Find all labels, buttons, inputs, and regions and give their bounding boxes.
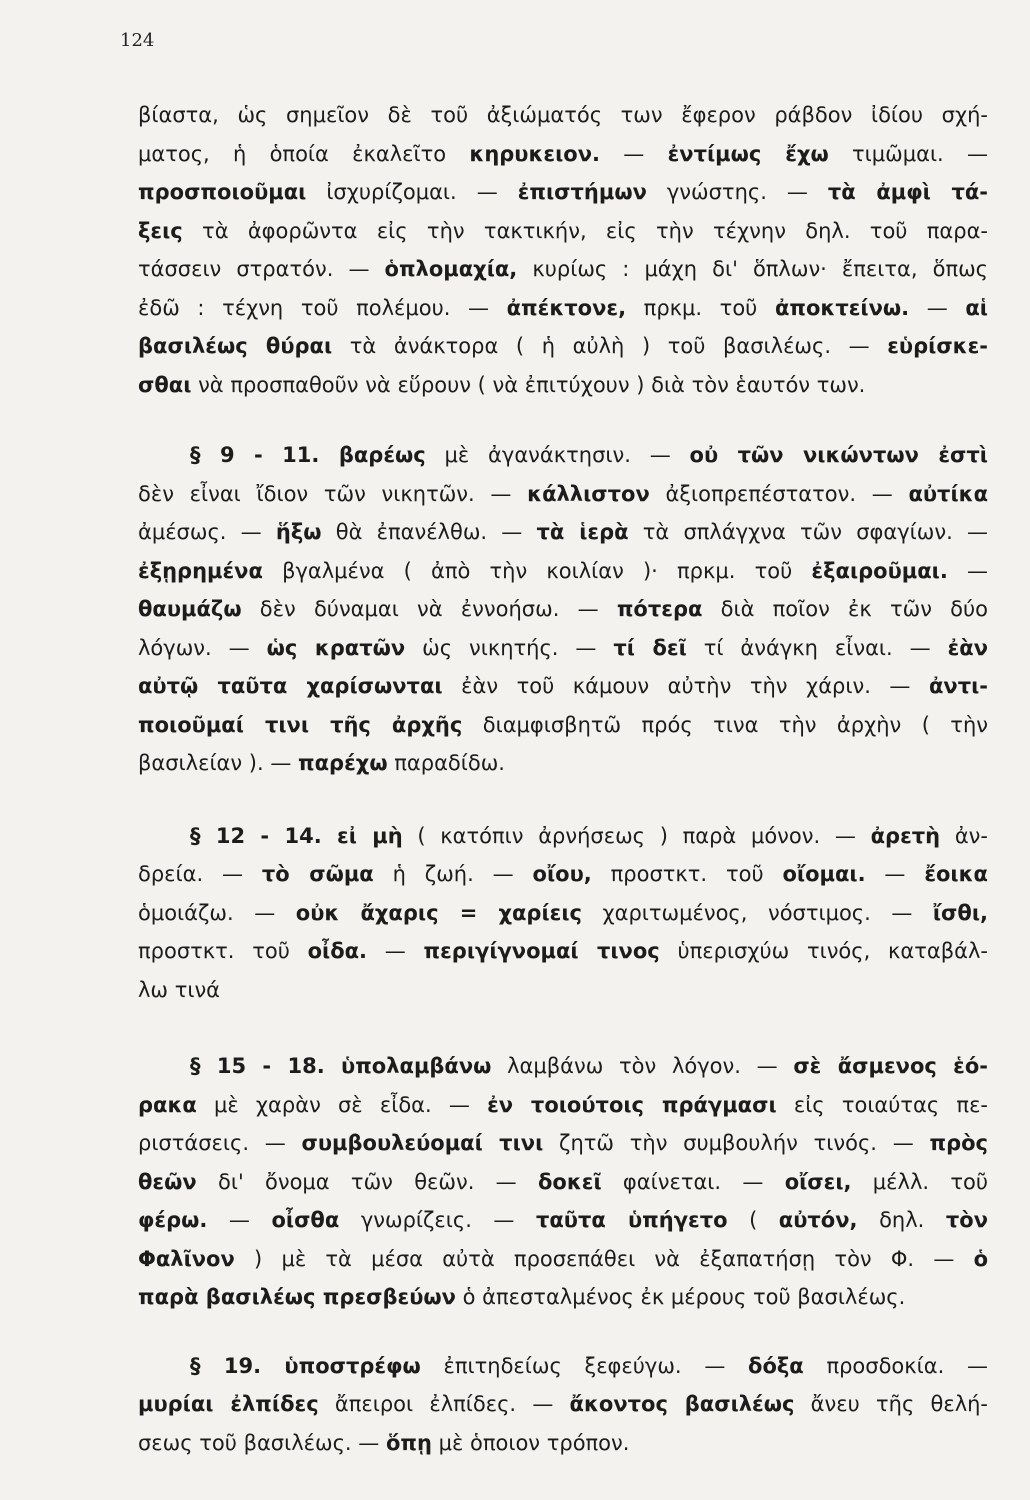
paragraph-gap: [138, 404, 988, 436]
paragraph-gap: [138, 1009, 988, 1047]
lemma-term: ἀπέκτονε,: [506, 295, 627, 320]
text-line: [138, 855, 988, 894]
lemma-term: οἶδα.: [307, 939, 368, 963]
gloss-text: χαριτωμένος, νόστιμος. —: [581, 900, 933, 925]
lemma-term: ὡς κρατῶν: [266, 635, 406, 660]
gloss-text: μὲ χαρὰν σὲ εἶδα. —: [196, 1092, 488, 1117]
lemma-term: § 9 - 11.: [190, 443, 339, 467]
lemma-term: ταῦτα ὑπήγετο: [535, 1208, 728, 1232]
text-line: [138, 1385, 988, 1424]
gloss-text: μὲ ἀγανάκτησιν. —: [425, 443, 690, 467]
lemma-term: ρακα: [138, 1092, 197, 1117]
lemma-term: τὸν: [945, 1208, 988, 1232]
text-line: [138, 1424, 988, 1463]
gloss-text: ματος, ἡ ὁποία ἐκαλεῖτο: [138, 141, 470, 166]
gloss-text: λόγων. —: [138, 635, 267, 660]
lemma-term: αὐτῷ ταῦτα χαρίσωνται: [138, 674, 443, 698]
paragraph: [138, 436, 988, 783]
lemma-term: § 12 - 14.: [190, 823, 338, 848]
lemma-term: θεῶν: [138, 1169, 197, 1194]
lemma-term: ξεις: [138, 218, 183, 243]
text-line: [138, 552, 988, 591]
gloss-text: ριστάσεις. —: [138, 1131, 302, 1155]
text-line: [138, 667, 988, 706]
gloss-text: τὰ ἀνάκτορα ( ἡ αὐλὴ ) τοῦ βασιλέως. —: [332, 334, 888, 358]
gloss-text: παραδίδω.: [387, 751, 505, 775]
lemma-term: συμβουλεύομαί τινι: [301, 1131, 544, 1155]
lemma-term: βασιλέως θύραι: [138, 334, 333, 358]
gloss-text: εἰς τοιαύτας πε-: [776, 1092, 988, 1117]
text-line: [138, 212, 988, 251]
text-line: [138, 96, 988, 135]
lemma-term: § 19.: [190, 1353, 285, 1378]
paragraph: [138, 1347, 988, 1463]
gloss-text: θὰ ἐπανέλθω. —: [321, 520, 537, 544]
gloss-text: δὲν δύναμαι νὰ ἐννοήσω. —: [241, 597, 617, 621]
text-line: [138, 932, 988, 971]
lemma-term: ἐν τοιούτοις πράγμασι: [487, 1092, 777, 1117]
lemma-term: ὁ: [973, 1246, 988, 1271]
lemma-term: σὲ ἄσμενος ἑό-: [793, 1054, 988, 1078]
gloss-text: —: [207, 1208, 272, 1232]
lemma-term: παρέχω: [298, 751, 388, 775]
text-line: [138, 590, 988, 629]
lemma-term: μυρίαι ἐλπίδες: [138, 1392, 319, 1416]
text-line: [138, 1278, 988, 1317]
lemma-term: κάλλιστον: [527, 481, 650, 506]
lemma-term: ἀποκτείνω.: [774, 295, 910, 320]
gloss-text: δρεία. —: [138, 862, 262, 886]
gloss-text: —: [909, 295, 966, 320]
lemma-term: θαυμάζω: [138, 597, 242, 621]
gloss-text: βγαλμένα ( ἀπὸ τὴν κοιλίαν )· πρκμ. τοῦ: [262, 558, 812, 583]
gloss-text: ἀξιοπρεπέστατον. —: [649, 481, 909, 506]
gloss-text: ἰσχυρίζομαι. —: [306, 180, 518, 204]
gloss-text: προστκτ. τοῦ: [138, 939, 308, 963]
lemma-term: ὁπλομαχία,: [384, 257, 518, 281]
text-line: [138, 250, 988, 289]
lemma-term: ὅπῃ: [385, 1430, 432, 1455]
text-line: [138, 629, 988, 668]
text-line: [138, 366, 988, 405]
lemma-term: πρὸς: [929, 1131, 988, 1155]
gloss-text: κυρίως : μάχη δι' ὅπλων· ἔπειτα, ὅπως: [517, 257, 988, 281]
gloss-text: ὡς νικητής. —: [405, 635, 614, 660]
lemma-term: τί δεῖ: [613, 635, 687, 660]
lemma-term: βαρέως: [338, 443, 426, 467]
gloss-text: βασιλείαν ). —: [138, 751, 299, 775]
gloss-text: πρκμ. τοῦ: [626, 295, 775, 320]
lemma-term: ἀντι-: [928, 674, 989, 698]
lemma-term: Φαλῖνον: [138, 1246, 235, 1271]
paragraph-gap: [138, 1317, 988, 1347]
gloss-text: διὰ ποῖον ἐκ τῶν δύο: [702, 597, 988, 621]
gloss-text: προσδοκία. —: [803, 1353, 988, 1378]
text-line: [138, 289, 988, 328]
lemma-term: κηρυκειον.: [469, 141, 600, 166]
text-line: [138, 135, 988, 174]
lemma-term: δόξα: [748, 1353, 804, 1378]
gloss-text: δι' ὄνομα τῶν θεῶν. —: [196, 1169, 538, 1194]
text-line: [138, 1124, 988, 1163]
lemma-term: περιγίγνομαί τινος: [423, 939, 660, 963]
text-line: [138, 971, 988, 1010]
text-line: [138, 513, 988, 552]
text-line: [138, 1201, 988, 1240]
lemma-term: εὑρίσκε-: [887, 334, 988, 358]
gloss-text: ἀν-: [940, 823, 988, 848]
lemma-term: αὐτόν,: [778, 1208, 858, 1232]
text-line: [138, 1240, 988, 1279]
text-line: [138, 436, 988, 475]
lemma-term: ὑποστρέφω: [284, 1353, 421, 1378]
text-line: [138, 894, 988, 933]
text-line: [138, 1163, 988, 1202]
lemma-term: οἴου,: [532, 862, 592, 886]
gloss-text: ἡ ζωή. —: [373, 862, 533, 886]
lemma-term: δοκεῖ: [537, 1169, 602, 1194]
gloss-text: ἀμέσως. —: [138, 520, 276, 544]
text-line: [138, 744, 988, 783]
text-line: [138, 1047, 988, 1086]
lemma-term: οὐ τῶν νικώντων ἐστὶ: [689, 443, 988, 467]
gloss-text: ) μὲ τὰ μέσα αὐτὰ προσεπάθει νὰ ἐξαπατήσῃ τὸν Φ. —: [234, 1246, 974, 1271]
gloss-text: (: [727, 1208, 779, 1232]
gloss-text: ζητῶ τὴν συμβουλήν τινός. —: [543, 1131, 930, 1155]
gloss-text: ὁ ἀπεσταλμένος ἐκ μέρους τοῦ βασιλέως.: [455, 1285, 906, 1309]
lemma-term: αὐτίκα: [908, 481, 988, 506]
paragraph: [138, 817, 988, 1010]
gloss-text: γνώστης. —: [646, 180, 828, 204]
gloss-text: ( κατόπιν ἀρνήσεως ) παρὰ μόνον. —: [402, 823, 871, 848]
lemma-term: ἐντίμως ἔχω: [667, 141, 829, 166]
gloss-text: δηλ.: [857, 1208, 946, 1232]
commentary-text: [138, 96, 988, 1462]
gloss-text: ὑπερισχύω τινός, καταβάλ-: [659, 939, 988, 963]
gloss-text: ἐπιτηδείως ξεφεύγω. —: [420, 1353, 749, 1378]
lemma-term: ἔοικα: [924, 862, 988, 886]
gloss-text: μὲ ὁποιον τρόπον.: [431, 1430, 630, 1455]
lemma-term: ὑπολαμβάνω: [341, 1054, 492, 1078]
gloss-text: —: [865, 862, 925, 886]
lemma-term: οὐκ ἄχαρις = χαρίεις: [295, 900, 582, 925]
gloss-text: νὰ προσπαθοῦν νὰ εὕρουν ( νὰ ἐπιτύχουν ) διὰ τὸν ἑαυτόν των.: [191, 372, 866, 397]
lemma-term: ἐὰν: [947, 635, 989, 660]
lemma-term: τὰ ἱερὰ: [536, 520, 629, 544]
lemma-term: ἐξαιροῦμαι.: [811, 558, 948, 583]
text-line: [138, 1086, 988, 1125]
paragraph: [138, 1047, 988, 1317]
gloss-text: προστκτ. τοῦ: [591, 862, 783, 886]
gloss-text: —: [600, 141, 668, 166]
text-line: [138, 1347, 988, 1386]
gloss-text: ὁμοιάζω. —: [138, 900, 296, 925]
gloss-text: βίαστα, ὡς σημεῖον δὲ τοῦ ἀξιώματός των ἔφερον ράβδον ἰδίου σχή-: [138, 103, 988, 127]
gloss-text: δὲν εἶναι ἴδιον τῶν νικητῶν. —: [138, 481, 528, 506]
gloss-text: λαμβάνω τὸν λόγον. —: [491, 1054, 794, 1078]
lemma-term: ἥξω: [275, 520, 322, 544]
lemma-term: ποιοῦμαί τινι τῆς ἀρχῆς: [138, 712, 463, 737]
gloss-text: τιμῶμαι. —: [828, 141, 989, 166]
lemma-term: ἀρετὴ: [870, 823, 941, 848]
lemma-term: ἄκοντος βασιλέως: [569, 1392, 795, 1416]
text-line: [138, 173, 988, 212]
lemma-term: ἴσθι,: [932, 900, 988, 925]
gloss-text: ἐδῶ : τέχνη τοῦ πολέμου. —: [138, 295, 507, 320]
gloss-text: τί ἀνάγκη εἶναι. —: [686, 635, 948, 660]
lemma-term: εἰ μὴ: [337, 823, 403, 848]
page-number: 124: [120, 30, 155, 51]
lemma-term: φέρω.: [138, 1208, 208, 1232]
gloss-text: ἄπειροι ἐλπίδες. —: [318, 1392, 570, 1416]
lemma-term: ἐξῃρημένα: [138, 558, 263, 583]
lemma-term: προσποιοῦμαι: [138, 180, 307, 204]
text-line: [138, 475, 988, 514]
lemma-term: παρὰ βασιλέως πρεσβεύων: [138, 1285, 456, 1309]
lemma-term: τὸ σῶμα: [261, 862, 374, 886]
lemma-term: ἐπιστήμων: [517, 180, 647, 204]
text-line: [138, 817, 988, 856]
gloss-text: λω τινά: [138, 977, 221, 1002]
gloss-text: τὰ ἀφορῶντα εἰς τὴν τακτικήν, εἰς τὴν τέχνην δηλ. τοῦ παρα-: [182, 218, 988, 243]
lemma-term: σθαι: [138, 372, 192, 397]
paragraph: [138, 96, 988, 404]
lemma-term: οἴσει,: [784, 1169, 852, 1194]
lemma-term: αἱ: [965, 295, 988, 320]
gloss-text: φαίνεται. —: [601, 1169, 785, 1194]
lemma-term: πότερα: [616, 597, 703, 621]
lemma-term: § 15 - 18.: [190, 1054, 342, 1078]
gloss-text: ἐὰν τοῦ κάμουν αὐτὴν τὴν χάριν. —: [442, 674, 929, 698]
gloss-text: —: [367, 939, 424, 963]
lemma-term: τὰ ἀμφὶ τά-: [827, 180, 988, 204]
gloss-text: γνωρίζεις. —: [339, 1208, 536, 1232]
text-line: [138, 327, 988, 366]
gloss-text: ἄνευ τῆς θελή-: [794, 1392, 989, 1416]
gloss-text: μέλλ. τοῦ: [851, 1169, 988, 1194]
gloss-text: —: [947, 558, 988, 583]
gloss-text: τάσσειν στρατόν. —: [138, 257, 385, 281]
lemma-term: οἶσθα: [271, 1208, 340, 1232]
text-line: [138, 706, 988, 745]
paragraph-gap: [138, 783, 988, 817]
gloss-text: σεως τοῦ βασιλέως. —: [138, 1430, 386, 1455]
gloss-text: διαμφισβητῶ πρός τινα τὴν ἀρχὴν ( τὴν: [462, 712, 988, 737]
lemma-term: οἴομαι.: [782, 862, 866, 886]
gloss-text: τὰ σπλάγχνα τῶν σφαγίων. —: [628, 520, 988, 544]
